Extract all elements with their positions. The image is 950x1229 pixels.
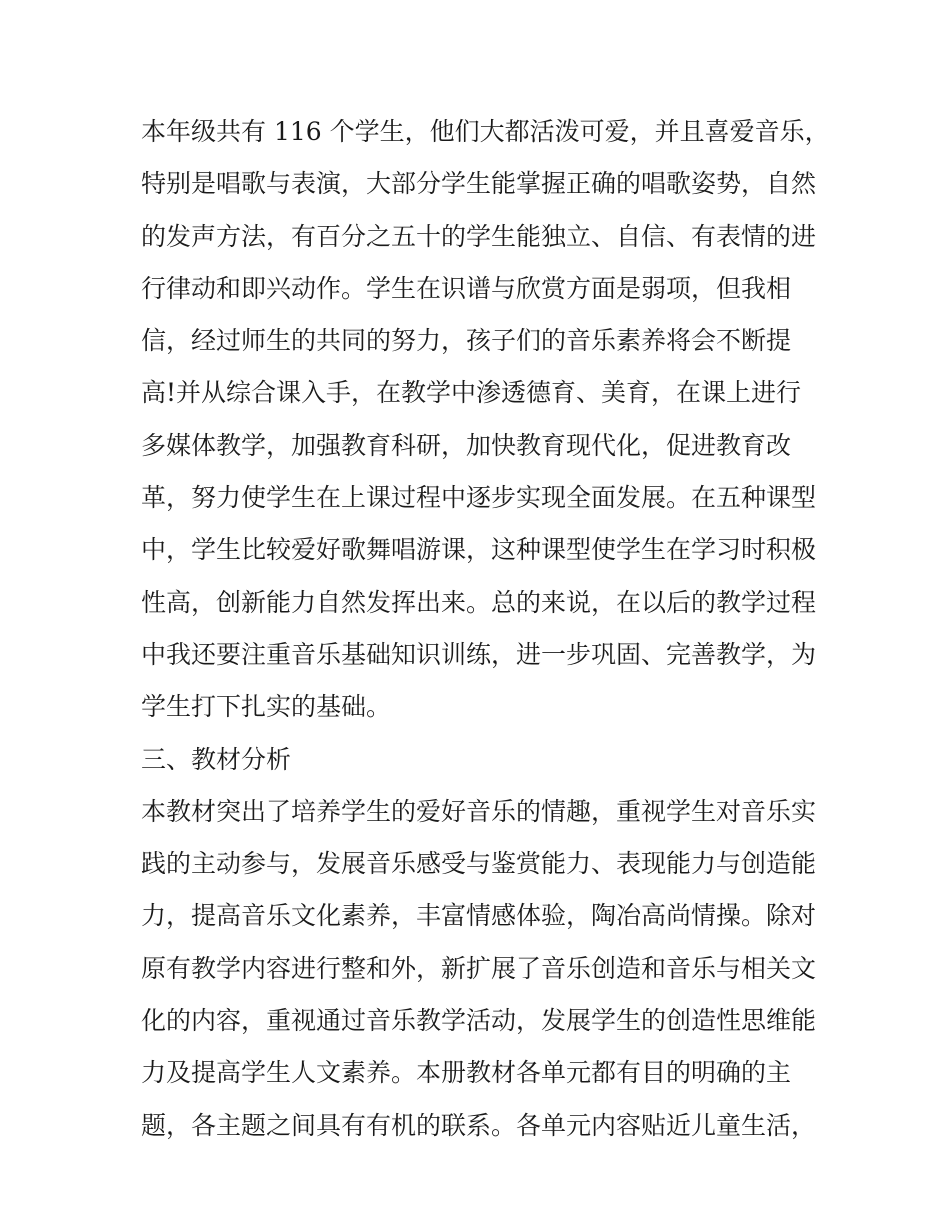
section-heading: 三、教材分析 bbox=[141, 744, 292, 774]
text-line: 多媒体教学，加强教育科研，加快教育现代化，促进教育改 bbox=[141, 430, 792, 460]
text-line: 学生打下扎实的基础。 bbox=[141, 692, 392, 722]
text-line: 高!并从综合课入手，在教学中渗透德育、美育，在课上进行 bbox=[141, 378, 802, 408]
text-line: 践的主动参与，发展音乐感受与鉴赏能力、表现能力与创造能 bbox=[141, 849, 817, 879]
text-line: 题，各主题之间具有有机的联系。各单元内容贴近儿童生活， bbox=[141, 1110, 817, 1140]
text-line: 的发声方法，有百分之五十的学生能独立、自信、有表情的进 bbox=[141, 221, 817, 251]
text-line: 中我还要注重音乐基础知识训练，进一步巩固、完善教学，为 bbox=[141, 639, 817, 669]
text-line: 本年级共有 116 个学生，他们大都活泼可爱，并且喜爱音乐， bbox=[141, 117, 830, 146]
text-line: 化的内容，重视通过音乐教学活动，发展学生的创造性思维能 bbox=[141, 1006, 817, 1036]
text-line: 性高，创新能力自然发挥出来。总的来说，在以后的教学过程 bbox=[141, 587, 817, 617]
text-line: 信，经过师生的共同的努力，孩子们的音乐素养将会不断提 bbox=[141, 326, 792, 356]
text-line: 中，学生比较爱好歌舞唱游课，这种课型使学生在学习时积极 bbox=[141, 535, 817, 565]
text-line: 原有教学内容进行整和外，新扩展了音乐创造和音乐与相关文 bbox=[141, 953, 817, 983]
document-body bbox=[141, 106, 830, 1152]
text-line: 特别是唱歌与表演，大部分学生能掌握正确的唱歌姿势，自然 bbox=[141, 169, 817, 199]
text-line: 革，努力使学生在上课过程中逐步实现全面发展。在五种课型 bbox=[141, 483, 817, 513]
text-line: 行律动和即兴动作。学生在识谱与欣赏方面是弱项，但我相 bbox=[141, 273, 792, 303]
text-line: 本教材突出了培养学生的爱好音乐的情趣，重视学生对音乐实 bbox=[141, 796, 817, 826]
text-line: 力及提高学生人文素养。本册教材各单元都有目的明确的主 bbox=[141, 1058, 792, 1088]
text-line: 力，提高音乐文化素养，丰富情感体验，陶冶高尚情操。除对 bbox=[141, 901, 817, 931]
